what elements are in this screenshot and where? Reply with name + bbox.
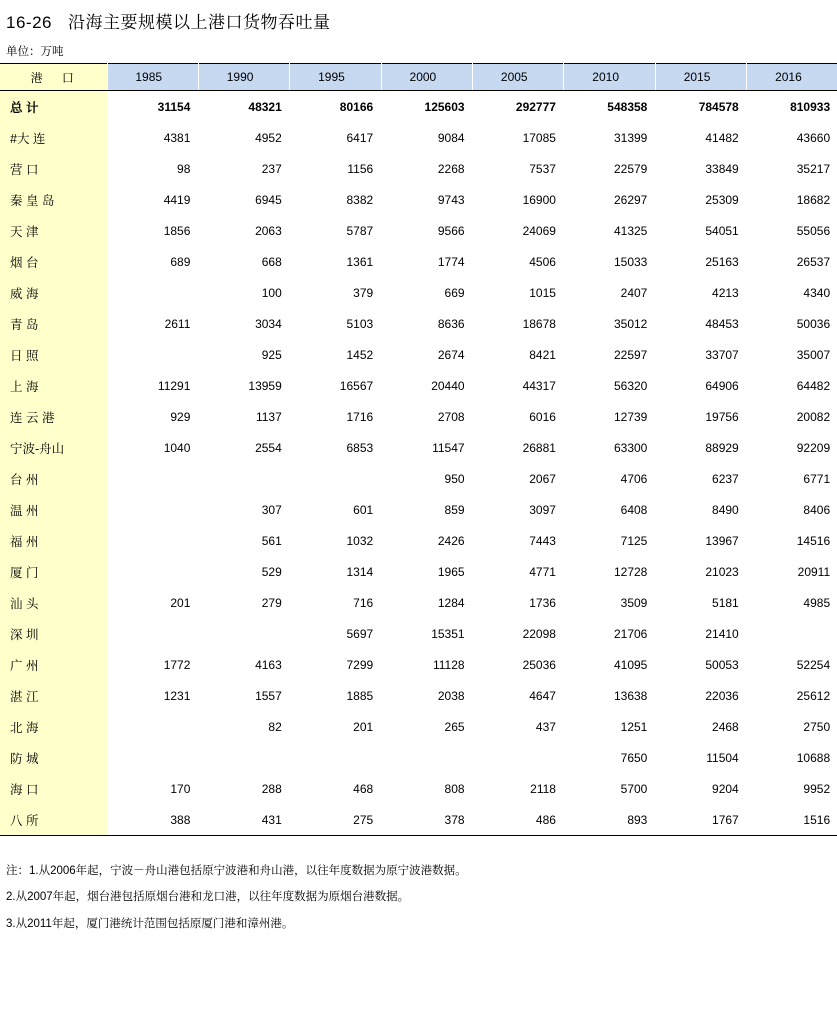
cell-value: 307	[261, 502, 282, 517]
header-col-1990: 1990	[198, 64, 289, 91]
cell-value: 26297	[613, 192, 648, 207]
cell-value: 1137	[255, 409, 282, 424]
cell-value: 1736	[529, 595, 556, 610]
cell-value: 21706	[613, 626, 648, 641]
note-2: 2.从2007年起，烟台港包括原烟台港和龙口港，以往年度数据为原烟台港数据。	[6, 891, 410, 904]
cell-value: 22597	[613, 347, 648, 362]
table-row	[0, 649, 837, 680]
cell-value: 2468	[712, 719, 739, 734]
cell-value: 13638	[613, 688, 648, 703]
table-row	[0, 308, 837, 339]
cell-value	[107, 711, 198, 742]
cell-value: 3509	[620, 595, 648, 610]
cell-value	[473, 742, 564, 773]
cell-value: 56320	[613, 378, 648, 393]
cell-value: 2426	[437, 533, 465, 548]
cell-value: 468	[353, 781, 374, 796]
cell-value: 100	[261, 285, 282, 300]
table-row	[0, 122, 837, 153]
row-label: 广 州	[0, 649, 107, 680]
table-notes	[0, 836, 837, 937]
cell-value: 18678	[522, 316, 556, 331]
cell-value	[107, 463, 198, 494]
row-label: 厦 门	[0, 556, 107, 587]
cell-value: 20911	[797, 564, 831, 579]
cell-value: 8382	[346, 192, 374, 207]
cell-value: 4340	[803, 285, 831, 300]
cell-value: 1015	[529, 285, 556, 300]
cell-value: 11128	[432, 657, 465, 672]
cell-value: 5181	[712, 595, 739, 610]
cell-value: 7650	[620, 750, 648, 765]
page-title	[0, 0, 837, 33]
table-row	[0, 618, 837, 649]
cell-value: 6408	[620, 502, 648, 517]
table-title-text: 沿海主要规模以上港口货物吞吐量	[67, 13, 331, 32]
cell-value: 13959	[248, 378, 282, 393]
cell-value	[107, 525, 198, 556]
table-header	[0, 64, 837, 91]
port-throughput-table	[0, 63, 837, 835]
row-label: 宁波-舟山	[0, 432, 107, 463]
cell-value: 2063	[255, 223, 282, 238]
cell-value: 170	[170, 781, 191, 796]
cell-value	[381, 742, 472, 773]
row-label: 湛 江	[0, 680, 107, 711]
cell-value	[107, 556, 198, 587]
row-label: 上 海	[0, 370, 107, 401]
cell-value: 9952	[803, 781, 831, 796]
cell-value: 4213	[712, 285, 739, 300]
cell-value: 1040	[163, 440, 191, 455]
unit-label: 单位：万吨	[6, 46, 64, 58]
cell-value: 35012	[613, 316, 648, 331]
header-col-2005: 2005	[473, 64, 564, 91]
header-corner: 港 口	[0, 64, 107, 91]
table-row	[0, 215, 837, 246]
table-row	[0, 773, 837, 804]
cell-value: 5103	[346, 316, 374, 331]
cell-value: 25612	[796, 688, 831, 703]
cell-value: 8406	[803, 502, 831, 517]
cell-value: 561	[261, 533, 282, 548]
cell-value: 486	[535, 812, 556, 827]
row-label: 汕 头	[0, 587, 107, 618]
cell-value: 55056	[796, 223, 831, 238]
cell-value: 15351	[431, 626, 465, 641]
cell-value: 25309	[705, 192, 739, 207]
cell-value: 810933	[790, 99, 831, 114]
cell-value: 6417	[346, 130, 374, 145]
row-label: 青 岛	[0, 308, 107, 339]
cell-value: 669	[444, 285, 465, 300]
cell-value: 52254	[796, 657, 831, 672]
row-label: 天 津	[0, 215, 107, 246]
cell-value: 14516	[796, 533, 831, 548]
table-row	[0, 246, 837, 277]
cell-value: 1156	[347, 161, 374, 176]
cell-value: 2407	[620, 285, 648, 300]
cell-value: 20440	[431, 378, 465, 393]
cell-value: 431	[261, 812, 282, 827]
cell-value: 388	[170, 812, 191, 827]
cell-value	[290, 742, 381, 773]
cell-value: 8490	[712, 502, 739, 517]
cell-value: 950	[444, 471, 465, 486]
cell-value: 929	[170, 409, 191, 424]
cell-value: 5700	[620, 781, 648, 796]
cell-value: 1251	[620, 719, 648, 734]
cell-value: 11504	[706, 750, 739, 765]
cell-value: 50036	[796, 316, 831, 331]
cell-value: 237	[261, 161, 282, 176]
table-row	[0, 153, 837, 184]
table-row	[0, 587, 837, 618]
cell-value: 1774	[437, 254, 465, 269]
cell-value: 4647	[529, 688, 556, 703]
cell-value: 9743	[437, 192, 465, 207]
cell-value: 88929	[705, 440, 739, 455]
cell-value: 31154	[157, 99, 191, 114]
header-col-2000: 2000	[381, 64, 472, 91]
table-row	[0, 680, 837, 711]
cell-value: 2554	[255, 440, 282, 455]
cell-value: 41095	[613, 657, 648, 672]
table-row	[0, 463, 837, 494]
cell-value: 35007	[796, 347, 831, 362]
table-row	[0, 370, 837, 401]
cell-value: 9084	[437, 130, 465, 145]
cell-value: 6945	[255, 192, 282, 207]
cell-value: 4381	[163, 130, 191, 145]
cell-value: 82	[268, 719, 282, 734]
table-row	[0, 339, 837, 370]
cell-value: 288	[261, 781, 282, 796]
cell-value: 9204	[712, 781, 739, 796]
cell-value: 19756	[705, 409, 739, 424]
cell-value: 1885	[346, 688, 374, 703]
row-label: 连 云 港	[0, 401, 107, 432]
cell-value	[198, 742, 289, 773]
cell-value	[198, 618, 289, 649]
cell-value: 1856	[163, 223, 191, 238]
cell-value: 1452	[346, 347, 374, 362]
note-3: 3.从2011年起，厦门港统计范围包括原厦门港和漳州港。	[6, 917, 294, 930]
header-col-1985: 1985	[107, 64, 198, 91]
cell-value: 16900	[522, 192, 556, 207]
cell-value: 4163	[255, 657, 282, 672]
cell-value: 6771	[803, 471, 831, 486]
header-col-2015: 2015	[655, 64, 746, 91]
cell-value	[107, 618, 198, 649]
cell-value: 64906	[705, 378, 739, 393]
table-row	[0, 804, 837, 835]
row-label: 日 照	[0, 339, 107, 370]
cell-value: 7125	[620, 533, 648, 548]
cell-value: 11291	[157, 378, 191, 393]
cell-value	[747, 618, 837, 649]
cell-value: 6016	[529, 409, 556, 424]
cell-value: 80166	[339, 99, 374, 114]
table-row	[0, 91, 837, 123]
header-col-1995: 1995	[290, 64, 381, 91]
cell-value: 25036	[522, 657, 556, 672]
cell-value: 1557	[255, 688, 282, 703]
cell-value: 21410	[705, 626, 739, 641]
cell-value: 548358	[607, 99, 648, 114]
cell-value: 12739	[613, 409, 648, 424]
cell-value: 15033	[613, 254, 648, 269]
cell-value: 12728	[613, 564, 648, 579]
cell-value: 716	[353, 595, 374, 610]
cell-value: 98	[177, 161, 191, 176]
row-label: #大 连	[0, 122, 107, 153]
cell-value: 25163	[705, 254, 739, 269]
cell-value: 18682	[796, 192, 831, 207]
cell-value: 5697	[346, 626, 374, 641]
table-row	[0, 277, 837, 308]
cell-value: 8636	[437, 316, 465, 331]
cell-value: 35217	[796, 161, 831, 176]
cell-value: 201	[353, 719, 374, 734]
cell-value: 1716	[346, 409, 374, 424]
row-label: 总 计	[0, 91, 107, 123]
cell-value: 33849	[705, 161, 739, 176]
cell-value	[107, 494, 198, 525]
data-table-wrapper	[0, 63, 837, 836]
cell-value: 63300	[613, 440, 648, 455]
cell-value: 54051	[705, 223, 739, 238]
cell-value: 8421	[529, 347, 556, 362]
table-body	[0, 91, 837, 836]
cell-value: 859	[444, 502, 465, 517]
cell-value: 7299	[346, 657, 374, 672]
cell-value: 1314	[346, 564, 374, 579]
table-row	[0, 711, 837, 742]
cell-value: 2268	[437, 161, 465, 176]
table-number: 16-26	[6, 13, 52, 32]
cell-value: 16567	[339, 378, 374, 393]
row-label: 北 海	[0, 711, 107, 742]
cell-value: 4952	[255, 130, 282, 145]
cell-value: 41325	[613, 223, 648, 238]
cell-value: 4985	[803, 595, 831, 610]
cell-value: 31399	[613, 130, 648, 145]
cell-value: 43660	[796, 130, 831, 145]
cell-value: 1965	[437, 564, 465, 579]
cell-value: 601	[353, 502, 374, 517]
cell-value: 784578	[698, 99, 739, 114]
row-label: 秦 皇 岛	[0, 184, 107, 215]
table-row	[0, 184, 837, 215]
cell-value: 1516	[803, 812, 831, 827]
cell-value: 6237	[712, 471, 739, 486]
cell-value	[290, 463, 381, 494]
cell-value: 275	[353, 812, 374, 827]
cell-value: 201	[170, 595, 191, 610]
cell-value: 10688	[796, 750, 831, 765]
cell-value: 1767	[712, 812, 739, 827]
cell-value: 24069	[522, 223, 556, 238]
cell-value: 9566	[437, 223, 465, 238]
cell-value: 48453	[705, 316, 739, 331]
cell-value: 7443	[529, 533, 556, 548]
table-row	[0, 742, 837, 773]
cell-value: 11547	[432, 440, 465, 455]
cell-value: 92209	[796, 440, 831, 455]
cell-value: 893	[627, 812, 648, 827]
cell-value: 50053	[705, 657, 739, 672]
row-label: 营 口	[0, 153, 107, 184]
cell-value: 292777	[515, 99, 556, 114]
cell-value: 265	[444, 719, 465, 734]
cell-value: 437	[535, 719, 556, 734]
cell-value: 1032	[346, 533, 374, 548]
row-label: 烟 台	[0, 246, 107, 277]
table-bottom-rule	[0, 835, 837, 836]
header-col-2010: 2010	[564, 64, 655, 91]
cell-value: 3097	[529, 502, 556, 517]
cell-value: 379	[353, 285, 374, 300]
cell-value: 1772	[163, 657, 191, 672]
cell-value: 22098	[522, 626, 556, 641]
cell-value: 21023	[705, 564, 739, 579]
cell-value: 3034	[255, 316, 282, 331]
row-label: 海 口	[0, 773, 107, 804]
cell-value: 22036	[705, 688, 739, 703]
note-1: 注：1.从2006年起，宁波－舟山港包括原宁波港和舟山港，以往年度数据为原宁波港数据。	[6, 865, 467, 877]
cell-value: 22579	[613, 161, 648, 176]
cell-value: 48321	[248, 99, 282, 114]
cell-value: 668	[261, 254, 282, 269]
table-row	[0, 556, 837, 587]
cell-value: 17085	[522, 130, 556, 145]
row-label: 福 州	[0, 525, 107, 556]
cell-value: 26537	[796, 254, 831, 269]
cell-value: 64482	[796, 378, 831, 393]
cell-value: 13967	[705, 533, 739, 548]
table-row	[0, 525, 837, 556]
cell-value: 2708	[437, 409, 465, 424]
header-row	[0, 64, 837, 91]
cell-value: 2038	[437, 688, 465, 703]
cell-value: 2067	[529, 471, 556, 486]
row-label: 温 州	[0, 494, 107, 525]
cell-value: 4771	[529, 564, 556, 579]
row-label: 防 城	[0, 742, 107, 773]
cell-value: 26881	[522, 440, 556, 455]
cell-value: 125603	[424, 99, 465, 114]
row-label: 威 海	[0, 277, 107, 308]
cell-value: 2750	[803, 719, 831, 734]
cell-value	[107, 277, 198, 308]
cell-value: 20082	[796, 409, 831, 424]
cell-value: 44317	[522, 378, 556, 393]
cell-value: 279	[261, 595, 282, 610]
table-row	[0, 401, 837, 432]
cell-value: 925	[261, 347, 282, 362]
cell-value: 4706	[620, 471, 648, 486]
cell-value: 378	[444, 812, 465, 827]
cell-value: 41482	[705, 130, 739, 145]
cell-value: 2611	[164, 316, 191, 331]
cell-value: 1361	[346, 254, 374, 269]
cell-value: 6853	[346, 440, 374, 455]
cell-value: 1231	[163, 688, 191, 703]
cell-value: 808	[444, 781, 465, 796]
cell-value: 2674	[437, 347, 465, 362]
row-label: 深 圳	[0, 618, 107, 649]
cell-value	[107, 339, 198, 370]
row-label: 八 所	[0, 804, 107, 835]
cell-value: 689	[170, 254, 191, 269]
cell-value	[107, 742, 198, 773]
cell-value: 7537	[529, 161, 556, 176]
header-col-2016: 2016	[747, 64, 837, 91]
row-label: 台 州	[0, 463, 107, 494]
cell-value: 4419	[163, 192, 191, 207]
cell-value	[198, 463, 289, 494]
table-row	[0, 494, 837, 525]
cell-value: 4506	[529, 254, 556, 269]
cell-value: 529	[261, 564, 282, 579]
cell-value: 1284	[437, 595, 465, 610]
cell-value: 5787	[346, 223, 374, 238]
cell-value: 2118	[530, 781, 556, 796]
table-row	[0, 432, 837, 463]
cell-value: 33707	[705, 347, 739, 362]
